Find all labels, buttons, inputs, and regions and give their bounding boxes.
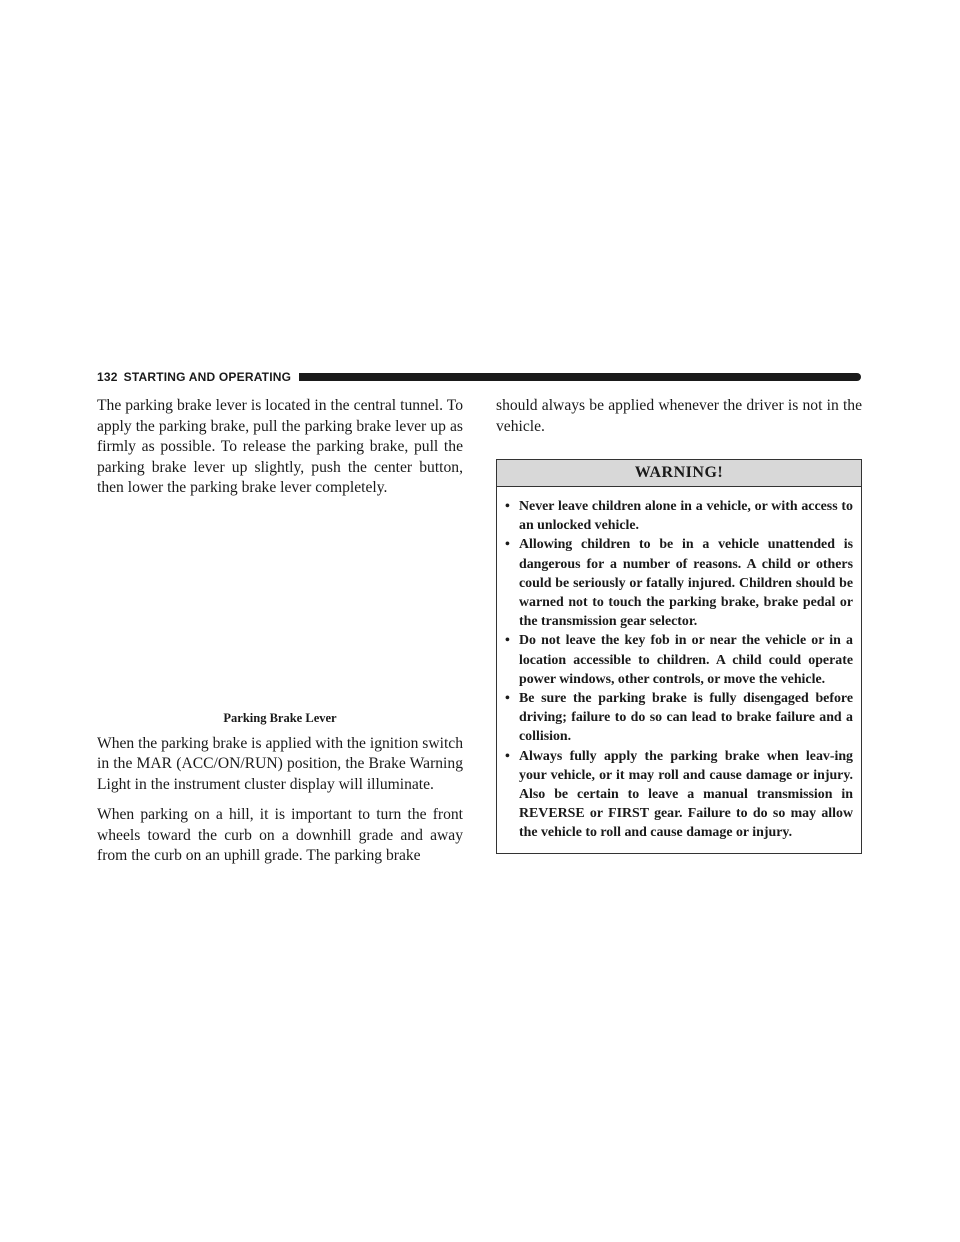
figure-placeholder xyxy=(97,499,463,711)
warning-title: WARNING! xyxy=(497,460,861,487)
bullet-icon: • xyxy=(505,499,510,514)
warning-item xyxy=(505,631,853,689)
section-title: STARTING AND OPERATING xyxy=(123,370,292,384)
warning-item xyxy=(505,689,853,747)
warning-item-text: Do not leave the key fob in or near the vehicle or in a location accessible to children. A child could operate power windows, other controls, or move the vehicle. xyxy=(519,633,853,687)
warning-box xyxy=(496,459,862,854)
page-header xyxy=(97,368,861,386)
warning-item-text: Be sure the parking brake is fully disengaged before driving; failure to do so can lead to brake failure and a collision. xyxy=(519,691,853,745)
warning-item-text: Allowing children to be in a vehicle unattended is dangerous for a number of reasons. A child or others could be seriously or fatally injured. Children should be warned not to touch the parking brake, brake pedal or the transmission gear selector. xyxy=(519,537,853,630)
bullet-icon: • xyxy=(505,748,510,764)
warning-item xyxy=(505,747,853,843)
bullet-icon: • xyxy=(505,691,510,707)
right-column xyxy=(496,396,862,854)
figure-caption: Parking Brake Lever xyxy=(223,710,337,725)
bullet-icon: • xyxy=(505,633,510,649)
left-column xyxy=(97,396,463,867)
warning-item xyxy=(505,497,853,535)
warning-item-text: Never leave children alone in a vehicle, or with access to an unlocked vehicle. xyxy=(519,499,853,534)
warning-item xyxy=(505,535,853,631)
header-rule xyxy=(299,373,861,381)
paragraph-continued: should always be applied whenever the driver is not in the vehicle. xyxy=(496,397,862,435)
paragraph-parking-brake-location: The parking brake lever is located in the central tunnel. To apply the parking brake, pull the parking brake lever up as firmly as possible. To release the parking brake, pull the parking brake lever up slightly, push the center button, then lower the parking brake lever completely. xyxy=(97,397,463,496)
paragraph-brake-warning-light: When the parking brake is applied with the ignition switch in the MAR (ACC/ON/RUN) position, the Brake Warning Light in the instrument cluster display will illuminate. xyxy=(97,734,463,793)
paragraph-parking-on-hill: When parking on a hill, it is important to turn the front wheels toward the curb on a downhill grade and away from the curb on an uphill grade. The parking brake xyxy=(97,806,463,864)
bullet-icon: • xyxy=(505,537,510,553)
page-number: 132 xyxy=(97,370,118,384)
warning-item-text: Always fully apply the parking brake when leav-ing your vehicle, or it may roll and cause damage or injury. Also be certain to leave a manual transmission in REVERSE or FIRST gear. Failure to do so may allow the vehicle to roll and cause damage or injury. xyxy=(519,748,853,841)
warning-list xyxy=(497,487,861,853)
